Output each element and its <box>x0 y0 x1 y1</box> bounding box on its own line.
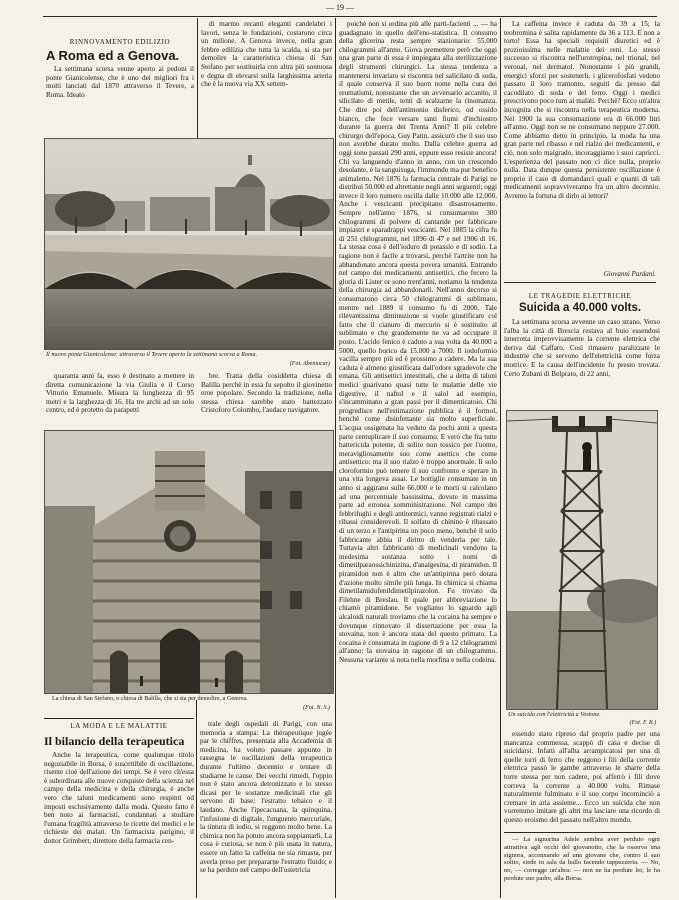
kicker-tragedie: LE TRAGEDIE ELETTRICHE <box>528 292 632 300</box>
article-text: essendo stato ripreso dal proprio padre per una mancanza commessa, scappò di casa e decise di suicidarsi. Infatti all'alba arrampicatosi per una di quelle torri di ferro che reggono i fili della corrente elettrica passò le gambe attraverso le sbarre della torre stessa per non cadere, poi afferrò i fili dove correva la corrente a 40.000 volts. Rimase naturalmente fulminato e il suo corpo incominciò a cremare in aria assieme... Ecco un suicida che non vorremmo imitare gli altri ma lasciare una ricordo di questo eroismo del passato nell'altro mondo. <box>504 730 660 824</box>
bridge-photo <box>44 138 334 350</box>
headline-roma-genova: A Roma ed a Genova. <box>46 48 180 63</box>
page-number: — 19 — <box>326 3 354 12</box>
article-text: La settimana scorsa venne aperto ai pedoni il ponte Gianicolense, che è uno dei migliori fra i molti lanciati dal 1870 attraverso il Tevere, a Roma. Ideato <box>46 65 194 99</box>
author-signature: Giovanni Pardani. <box>603 270 656 278</box>
article-text: Anche la terapeutica, come qualunque titolo negoziabile in Borsa, è suscettibile di oscillazione, risente cioè dell'azione dei tempi. Se è vero ch'essa è subordinata alle nuove conquiste della scienza nel campo della medicina e della chirurgia, è anche vero che taluni medicamenti sono respinti od imposti esclusivamente dalla moda. Questo fatto è ben noto ai farmacisti, condannati a studiare l'umana fragilità attraverso le ricette dei medici e le richieste dei malati. Un farmacista parigino, il dottor Grimbert, direttore della farmacia cen- <box>44 751 194 845</box>
article-text: di marmo recanti eleganti candelabri i lavori, senza le fondazioni, costarono circa un milione. A Genova invece, nella gran febbre edilizia che tutta la scalda, si sta per demolire la caratteristica chiesa di San Stefano per sostituirla con altra più sontuosa e degna di elevarsi sulla larghissima arteria che è la nuova via XX settem- <box>201 20 332 89</box>
pylon-caption: Un suicida con l'elettricità a Vestone. <box>508 711 601 718</box>
bridge-credit: (Fot. Abeniacar) <box>289 361 330 367</box>
pylon-photo <box>506 410 658 710</box>
church-photo <box>44 430 334 694</box>
article-text: trale degli ospedali di Parigi, con una memoria a stampa: La thérapeutique jugée par le chiffres, presentata alla Accademia di medicina, ha voluto passare appunto in rassegna le oscillazioni della terapeutica durante l'ultimo decennio e tentare di studiarne le cause. Dei vecchi rimedi, l'oppio non è stato ancora detronizzato e lo stesso dicasi per le sostanze medicinali che gli servono di base: l'estratto tebaico e il laudano. Anche l'ipecacuana, la quinquina, l'infusione di digitale, l'unguento mercuriale, la tintura di iodio, si reggono molto bene. La chimica non ha potuto ancora soppiantarli. La cosa è curiosa, se non è più usata in natura, essere un fatto la caffeina ne sia rimasta, per averla preso per prepararne l'estratto fluido; e se ha perduto nel campo dell'ostetricia <box>200 720 332 875</box>
article-text: bre. Tratta della cosiddetta chiesa di Balilla perchè in essa fu sepolto il giovinetto eroe popolare. Secondo la tradizione, nella stessa chiesa sarebbe stato battezzato Cristoforo Colombo, l'audace navigatore. <box>201 372 332 415</box>
headline-bilancio: Il bilancio della terapeutica <box>44 734 185 748</box>
article-text: quaranta anni fa, esso è destinato a mettere in diretta comunicazione la via Giulia e il Corso Vittorio Emanuele. Misura la lunghezza di 95 metri e la larghezza di 16. Ha tre archi ad un solo centro, ed è protetto da parapetti <box>46 372 194 415</box>
kicker-moda: LA MODA E LE MALATTIE <box>70 722 168 730</box>
article-text: poichè non si ordina più alle parti-facienti ... — ha guadagnato in quello dell'eno-statistica. Il consumo della glicerina resta sempre stazionario: 55.000 chilogrammi all'anno. Giova premettere però che oggi una gran parte di essa è impiegata alla sterilizzazione degli strumenti chirurgici. La stessa tendenza a mantenersi invariato si riscontra nel salicilato di soda, il quale conserva il suo buon nome nella cura dei reumatismi, nonostante che un avversario accanito, il silicilato di metile, tenti di scalzarne la rinomanza. Che dire poi dell'antimonio disferico, od ossido bianco, che fece versare tanti fiumi d'inchiostro durante la guerra dei Trenta Anni? Il più celebre chirurgo dell'epoca, Guy Patin, assicurò che il suo uso non avrebbe durato molto. Dalla celebre guerra ad oggi sono passati 290 anni, eppure esso resiste ancora! Chi va languendo d'anno in anno, con un crescendo desolante, è la sanguisuga, l'immondo ma pur benefico animaletto. Nel 1876 la farmacia centrale di Parigi ne distribuì 50.000 ed altrettante negli anni seguenti; oggi invece il loro numero oscilla dalle 10.000 alle 12.000. Anche i vescicanti precipitano disastrosamente. Sempre nell'anno 1876, si consumarono 300 chilogrammi di polvere di cantaride per fabbricare impiastri e sparadrappi vescicanti. Nel 1885 la cifra fu di 251 chilogrammi, nel 1896 di 47 e nel 1906 di 16. La stessa cosa è dell'ioduro di potassio e di sodio. La ragione non è facile a trovarsi, perchè l'artrite non ha abbandonato ancora questa povera umanità. Entrando nel campo dei medicamenti antisettici, che fecero la gloria di Lister or sono trent'anni, notiamo la tendenza della chirurgia ad abbandonarli. Nell'anno decorso si consumarono circa 50 chilogrammi di sublimato, mentre nel 1889 il consumo fu di 2000. Tale rilevantissima diminuzione si vuole giustificare col fatto che il cianuro di mercurio si è sostituito al sublimato e che grandemente ne va ad occupare il posto. L'acido fenico è caduto a sua volta da 40.000 a 5000, quello borico da 15.000 a 7000. Il iodoformio vacilla sempre più ed è prossimo a cadere. Ma la sua caduta è almeno giustificata dall'odore sgradevole che emana. Gli antisettici intestinali, che a detta di taluni medici guarivano quasi tutte le malattie delle vie digestive, il naftol e il salol ad esempio, s'incamminano a gran passi per il dimenticatoio. Chi progredisce nell'estimazione pubblica è il formol, benchè come disinfettante sia molto superficiale. L'acqua ossigenata ha veduto da pochi anni a questa parte centuplicare il suo consumo. E vero che fra tutte battericida potente, di solito non tossico per l'uomo, meravigliosamente suo come asettico che come antisettico: ma il suo rialzo è troppo anormale. Il solo cloroformio può temere il suo confronto e sperare in una vita longeva assai. Le bottiglie consumate in un anno si aggirano sulle 66.000 e le morti si calcolano ad una percentuale bassissima, dovute in massima parte ad erronea somministrazione. Nel campo dei febbrifughi e degli antitermici, vanno registrati rialzi e ribassi considerevoli. Il solfato di chinino è ribassato di un terzo e l'antipirina un poco meno, benchè il solo fabbricante abbia il diritto di venderla per tale. Tuttavia altri fabbricanti di medicinali vendono la medesima sostanza sotto i nomi di dimetilparaossichinizina, d'analgesina, di piramidon. Il piramidon non è altro che un'antipirina però dotata d'azione molto simile più lunga. In chimica si chiama dimetilamidofenildimetilpirazolon. Fu trovato da Filehne di Breslau. Il quale per abbreviazione lo chiamò piramidone. Se vogliamo lo sguardo agli alcaloidi naturali troviamo che la cocaina ha sempre e dovunque rinnovato il dissertazione per essa la stovaina, non è ancora stata del questo primato. La cocaina è consumata in ragione di 9 a 12 chilogrammi all'anno; la stovaina in ragione di un chilogrammo. Nessuna variante si nota nella morfina e nella codeina. <box>339 20 497 664</box>
article-text: La settimana scorsa avvenne un caso strano. Verso l'alba la città di Brescia restava al buio essendosi interrotta improvvisamente la corrente elettrica che deriva dal Caffaro. Così rimasero paralizzate le industrie che si servono dell'elettricità come forza motrice. E la causa dell'incidente fu presto trovata. Certo Zubani di Belprato, di 22 anni, <box>504 318 660 378</box>
article-text: La caffeina invece è caduta da 39 a 15; la teobromina è salita rapidamente da 36 a 113. E non a torto! Essa ha speciali requisiti diuretici ed è prozioissima nelle malattie dei reni. Lo stesso successo si riscontra nell'urotropina, nel trional, nel veronal, nel dermatol. Nonostante i più grandi, energici sforzi per sostenerli, i glicerofosfati vedono passato il loro tramonto, seguiti da presso dal cacodilato di soda e del ferro. Oggi i medici prescrivono poco rum ai malati. Perchè? Ecco un'altra incognita che si riscontra nella terapeutica moderna. Nel 1900 la sua consumazione era di 66.000 litri all'anno. Oggi non se ne consumano neppure 27.000. Come abbiamo detto in principio, la moda ha una gran parte nel ribasso e nel rialzo dei medicamenti, e ciò, non solo malgrado, incoraggiamo i suoi capricci. L'esperienza del passato non ci dice nulla, proprio nulla. Data dunque questa persistente oscillazione è proprio il caso di domandarci quali e quanti di tali medicamenti sopravviveranno fra un altro decennio. Avremo la fortuna di dirlo ai lettori? <box>504 20 660 200</box>
bridge-caption: Il nuovo ponte Gianicolense: attraverso il Tevere aperto la settimana scorsa a Roma. <box>46 351 258 358</box>
pylon-credit: (Fot. F. B.) <box>629 720 656 726</box>
headline-suicida: Suicida a 40.000 volts. <box>518 302 642 314</box>
kicker-rinnovamento: RINNOVAMENTO EDILIZIO <box>69 38 171 46</box>
church-caption: La chiesa di San Stefano, o chiesa di Balilla, che si sta per demolire, a Genova. <box>52 695 248 702</box>
joke-text: — La signorina Adele sembra aver perduto ogni attrattiva agli occhi del giovanotto, che la osserva una signora, accennando ad una giovane che, contro il suo solito, siede in sala da ballo facendo tappezzeria. — No, no, — corregge un'altra: — non ne ha perdute lei; le ha perdute suo padre, alla Borsa. <box>504 836 660 882</box>
church-credit: (Fot. N. S.) <box>303 705 330 711</box>
